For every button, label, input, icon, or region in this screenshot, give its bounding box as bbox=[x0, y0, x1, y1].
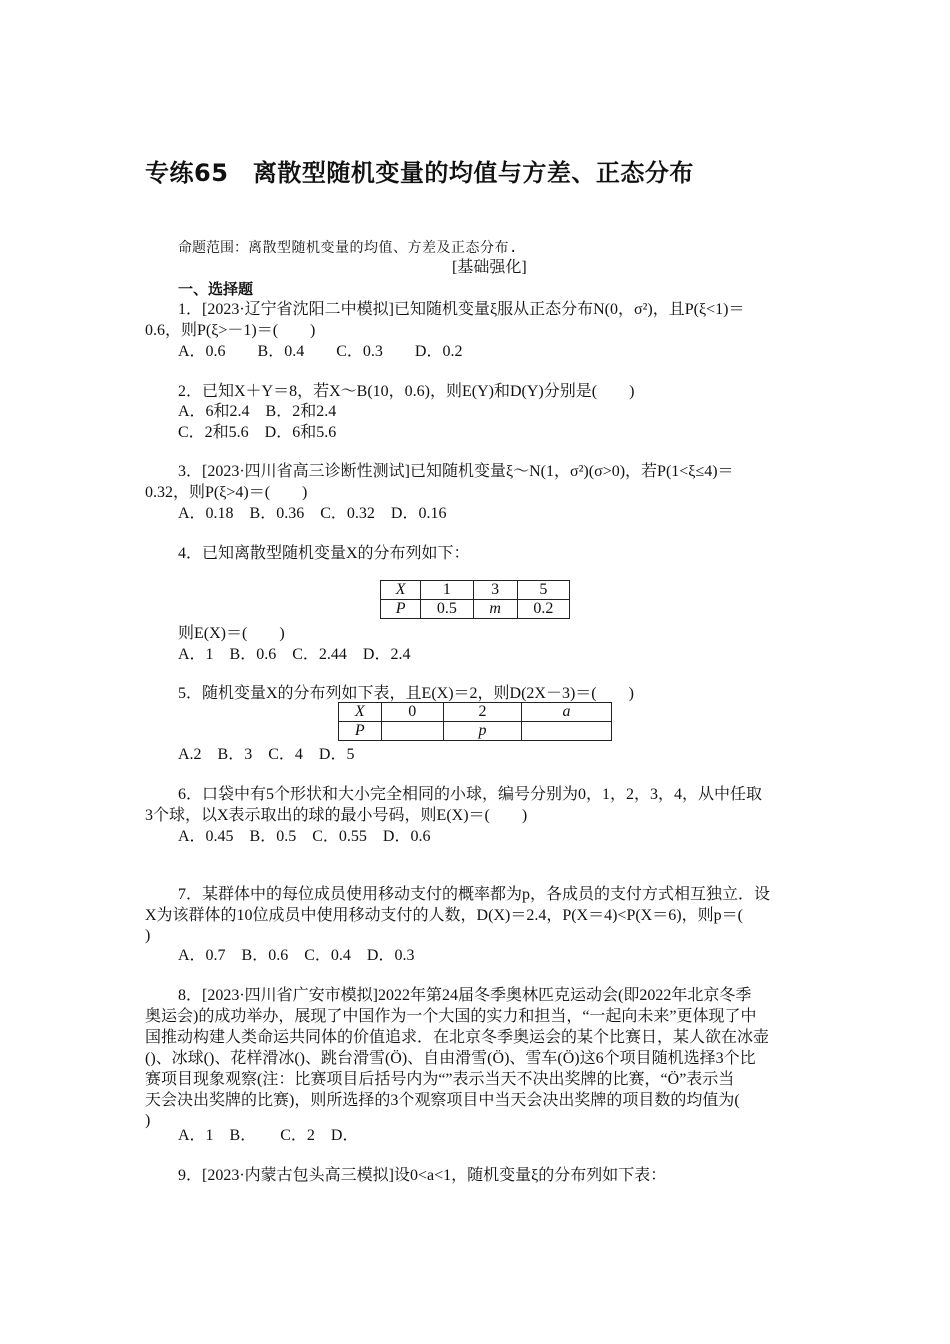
q6-line2: 3个球，以X表示取出的球的最小号码，则E(X)＝( ) bbox=[145, 807, 528, 824]
q7-line2: X为该群体的10位成员中使用移动支付的人数，D(X)＝2.4，P(X＝4)<P(X＝6)，则p＝( bbox=[145, 907, 743, 924]
q3-line2: 0.32，则P(ξ>4)＝( ) bbox=[145, 484, 308, 501]
q1-line2: 0.6，则P(ξ>－1)＝( ) bbox=[145, 322, 316, 339]
scope-text: 离散型随机变量的均值、方差及正态分布. bbox=[248, 240, 518, 256]
q2-options2: C．2和5.6 D．6和5.6 bbox=[178, 424, 337, 441]
q5-distribution-table bbox=[338, 702, 612, 741]
q7-line1: 7．某群体中的每位成员使用移动支付的概率都为p，各成员的支付方式相互独立．设 bbox=[178, 886, 771, 903]
scope-label: 命题范围： bbox=[178, 240, 248, 256]
table-cell bbox=[381, 722, 443, 741]
table-cell: P bbox=[339, 722, 382, 741]
table-cell: m bbox=[473, 600, 517, 619]
table-cell: a bbox=[522, 703, 612, 722]
table-row bbox=[381, 600, 570, 619]
q8-line3: 国推动构建人类命运共同体的价值追求．在北京冬季奥运会的某个比赛日，某人欲在冰壶 bbox=[145, 1029, 770, 1046]
q8-line1: 8．[2023·四川省广安市模拟]2022年第24届冬季奥林匹克运动会(即2022年北京冬季 bbox=[178, 987, 752, 1004]
table-cell: 5 bbox=[517, 581, 569, 600]
q1-line1: 1．[2023·辽宁省沈阳二中模拟]已知随机变量ξ服从正态分布N(0，σ²)，且P(ξ<1)＝ bbox=[178, 301, 745, 318]
q8-line7: ) bbox=[145, 1112, 151, 1129]
table-cell: 2 bbox=[443, 703, 521, 722]
table-row bbox=[381, 581, 570, 600]
q7-options: A．0.7 B．0.6 C．0.4 D．0.3 bbox=[178, 947, 415, 964]
q4-options: A．1 B．0.6 C．2.44 D．2.4 bbox=[178, 646, 411, 663]
q2-line1: 2．已知X＋Y＝8，若X～B(10，0.6)，则E(Y)和D(Y)分别是( ) bbox=[178, 383, 635, 400]
page-title: 专练65 离散型随机变量的均值与方差、正态分布 bbox=[145, 159, 694, 187]
q8-line5: 赛项目现象观察(注：比赛项目后括号内为“”表示当天不决出奖牌的比赛，“Ö”表示当 bbox=[145, 1071, 735, 1088]
q6-options: A．0.45 B．0.5 C．0.55 D．0.6 bbox=[178, 828, 431, 845]
q8-options: A．1 B． C．2 D． bbox=[178, 1127, 359, 1144]
subheading: [基础强化] bbox=[452, 259, 527, 276]
q4-line1: 4．已知离散型随机变量X的分布列如下： bbox=[178, 545, 470, 562]
q2-options1: A．6和2.4 B．2和2.4 bbox=[178, 403, 337, 420]
q3-line1: 3．[2023·四川省高三诊断性测试]已知随机变量ξ～N(1，σ²)(σ>0)，若P(1<ξ≤4)＝ bbox=[178, 463, 734, 480]
table-cell: 0.5 bbox=[421, 600, 473, 619]
q4-line2: 则E(X)＝( ) bbox=[178, 625, 285, 642]
q5-line1: 5．随机变量X的分布列如下表，且E(X)＝2，则D(2X－3)＝( ) bbox=[178, 685, 634, 702]
table-cell bbox=[522, 722, 612, 741]
q7-line3: ) bbox=[145, 927, 151, 944]
q6-line1: 6．口袋中有5个形状和大小完全相同的小球，编号分别为0，1，2，3，4，从中任取 bbox=[178, 786, 763, 803]
q8-line4: ()、冰球()、花样滑冰()、跳台滑雪(Ö)、自由滑雪(Ö)、雪车(Ö)这6个项目随机选择3个比 bbox=[145, 1050, 756, 1067]
q9-line1: 9．[2023·内蒙古包头高三模拟]设0<a<1，随机变量ξ的分布列如下表： bbox=[178, 1167, 667, 1184]
section-title: 一、选择题 bbox=[178, 280, 254, 298]
q5-options: A.2 B．3 C．4 D．5 bbox=[178, 746, 355, 763]
q8-line2: 奥运会)的成功举办，展现了中国作为一个大国的实力和担当，“一起向未来”更体现了中 bbox=[145, 1008, 757, 1025]
table-row bbox=[339, 703, 612, 722]
table-cell: 1 bbox=[421, 581, 473, 600]
q8-line6: 天会决出奖牌的比赛)，则所选择的3个观察项目中当天会决出奖牌的项目数的均值为( bbox=[145, 1092, 740, 1109]
table-cell: P bbox=[381, 600, 421, 619]
table-cell: p bbox=[443, 722, 521, 741]
q4-distribution-table bbox=[380, 580, 570, 619]
table-cell: 3 bbox=[473, 581, 517, 600]
q3-options: A．0.18 B．0.36 C．0.32 D．0.16 bbox=[178, 505, 447, 522]
table-cell: 0.2 bbox=[517, 600, 569, 619]
scope-line bbox=[178, 238, 518, 258]
table-row bbox=[339, 722, 612, 741]
table-cell: X bbox=[381, 581, 421, 600]
table-cell: X bbox=[339, 703, 382, 722]
q1-options: A．0.6 B．0.4 C．0.3 D．0.2 bbox=[178, 343, 463, 360]
table-cell: 0 bbox=[381, 703, 443, 722]
